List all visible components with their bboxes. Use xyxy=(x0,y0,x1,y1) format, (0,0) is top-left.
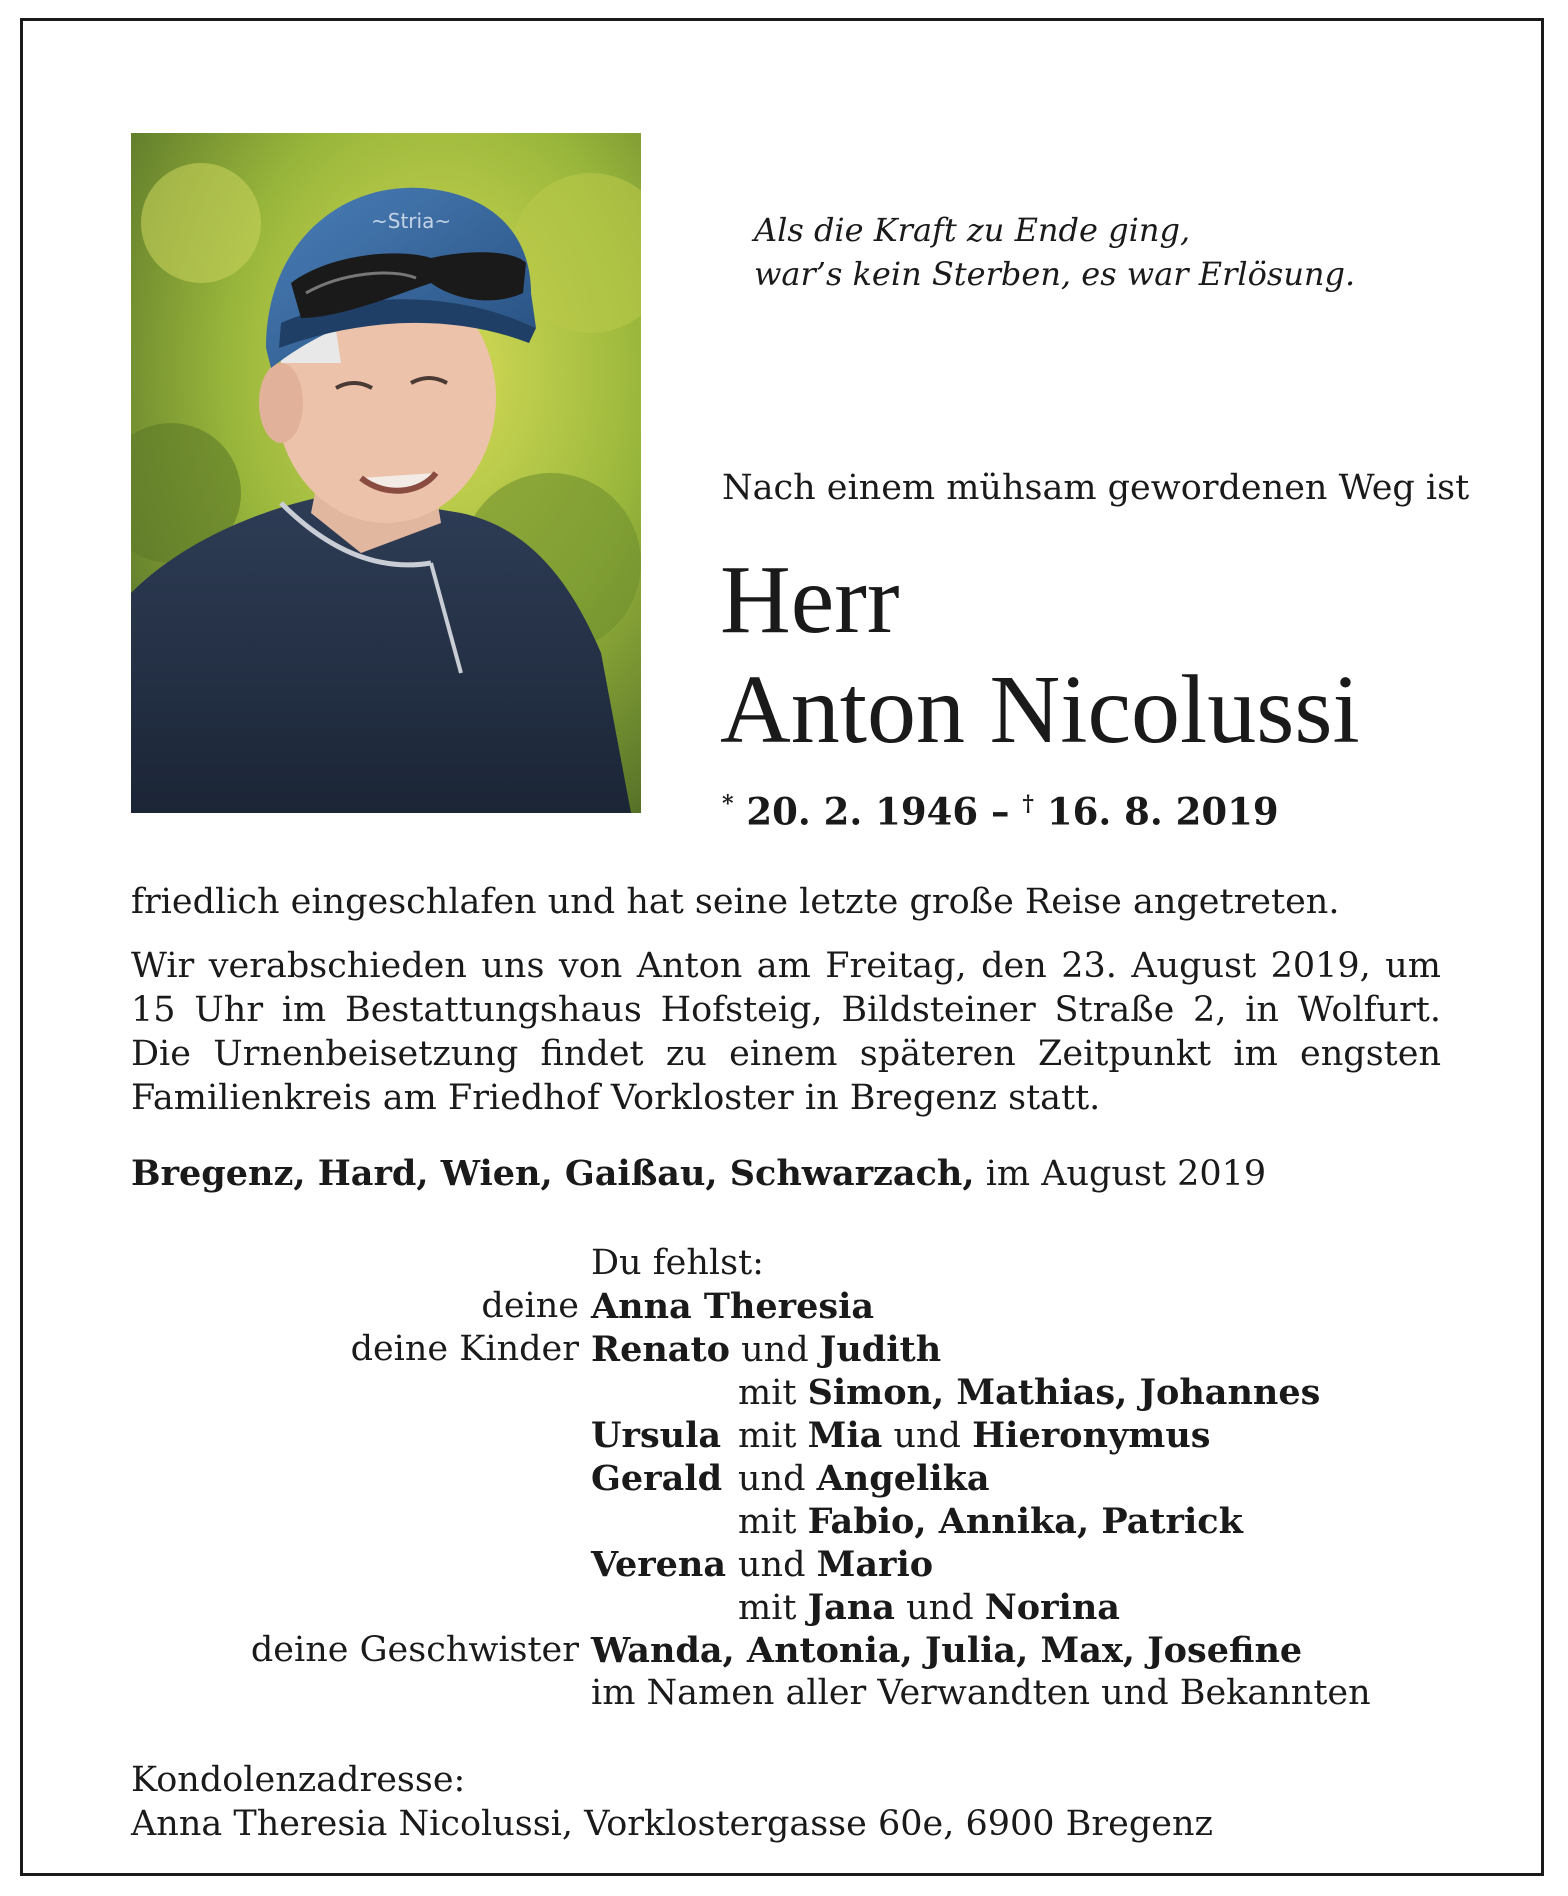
grandchildren-names: Fabio, Annika, Patrick xyxy=(807,1501,1243,1542)
name-full: Anton Nicolussi xyxy=(720,656,1360,764)
grandchild-name: Mia xyxy=(807,1415,883,1456)
connector: und xyxy=(738,1459,806,1499)
child-row xyxy=(131,1457,1441,1500)
month-year: im August 2019 xyxy=(985,1154,1267,1194)
connector: und xyxy=(906,1588,974,1628)
connector: mit xyxy=(738,1588,797,1628)
passing-sentence: friedlich eingeschlafen und hat seine letzte große Reise angetreten. xyxy=(131,882,1340,922)
grandchild-name: Hieronymus xyxy=(972,1415,1211,1456)
intro-line: Nach einem mühsam gewordenen Weg ist xyxy=(722,468,1470,508)
connector: mit xyxy=(738,1416,797,1456)
partner-name: Mario xyxy=(816,1544,934,1585)
relation-wife: deine xyxy=(481,1286,579,1326)
places-and-date xyxy=(131,1152,1441,1196)
epitaph-quote xyxy=(754,208,1474,296)
grandchildren-names: Simon, Mathias, Johannes xyxy=(807,1372,1321,1413)
child-row xyxy=(131,1414,1441,1457)
closing-row xyxy=(131,1672,1441,1715)
connector: und xyxy=(741,1330,809,1370)
mourners-heading-row xyxy=(131,1242,1441,1285)
connector: mit xyxy=(738,1373,797,1413)
child-name: Verena xyxy=(591,1544,727,1585)
birth-mark: * xyxy=(722,791,734,817)
svg-text:~Stria~: ~Stria~ xyxy=(371,209,452,233)
siblings-names: Wanda, Antonia, Julia, Max, Josefine xyxy=(591,1630,1303,1671)
relation-children: deine Kinder xyxy=(350,1329,579,1369)
partner-name: Judith xyxy=(819,1329,942,1370)
siblings-row xyxy=(131,1629,1441,1672)
grandchild-name: Jana xyxy=(807,1587,895,1628)
child-name: Ursula xyxy=(591,1415,722,1456)
closing-line: im Namen aller Verwandten und Bekannten xyxy=(591,1673,1371,1713)
wife-row xyxy=(131,1285,1441,1328)
mourners-list xyxy=(131,1242,1441,1715)
funeral-details: Wir verabschieden uns von Anton am Freitag, den 23. August 2019, um 15 Uhr im Bestattungshaus Hofsteig, Bildsteiner Straße 2, in Wolfurt. Die Urnenbeisetzung findet zu einem späteren Zeitpunkt im engsten Familienkreis am Friedhof Vorkloster in Bregenz statt. xyxy=(131,946,1441,1118)
grandchildren-row xyxy=(131,1500,1441,1543)
child-name: Renato xyxy=(591,1329,730,1370)
birth-date: 20. 2. 1946 – xyxy=(746,789,1010,834)
partner-name: Angelika xyxy=(816,1458,990,1499)
portrait-photo xyxy=(131,133,641,813)
grandchildren-row xyxy=(131,1371,1441,1414)
connector: und xyxy=(738,1545,806,1585)
quote-line-1: Als die Kraft zu Ende ging, xyxy=(754,211,1191,249)
child-row xyxy=(131,1328,1441,1371)
child-name: Gerald xyxy=(591,1458,723,1499)
portrait-illustration xyxy=(131,133,641,813)
places-list: Bregenz, Hard, Wien, Gaißau, Schwarzach, xyxy=(131,1153,975,1194)
condolence-address-block xyxy=(131,1758,1441,1846)
grandchild-name: Norina xyxy=(984,1587,1120,1628)
life-dates xyxy=(722,780,1522,835)
mourners-heading: Du fehlst: xyxy=(591,1243,764,1283)
death-date: 16. 8. 2019 xyxy=(1046,789,1279,834)
death-mark: † xyxy=(1022,791,1034,817)
child-row xyxy=(131,1543,1441,1586)
deceased-name xyxy=(720,545,1520,765)
wife-name: Anna Theresia xyxy=(591,1286,875,1327)
quote-line-2: war’s kein Sterben, es war Erlösung. xyxy=(754,255,1356,293)
relation-siblings: deine Geschwister xyxy=(250,1630,579,1670)
condolence-address: Anna Theresia Nicolussi, Vorklostergasse 60e, 6900 Bregenz xyxy=(131,1804,1213,1844)
condolence-label: Kondolenzadresse: xyxy=(131,1760,466,1800)
connector: mit xyxy=(738,1502,797,1542)
name-title: Herr xyxy=(720,546,900,654)
connector: und xyxy=(893,1416,961,1456)
grandchildren-row xyxy=(131,1586,1441,1629)
